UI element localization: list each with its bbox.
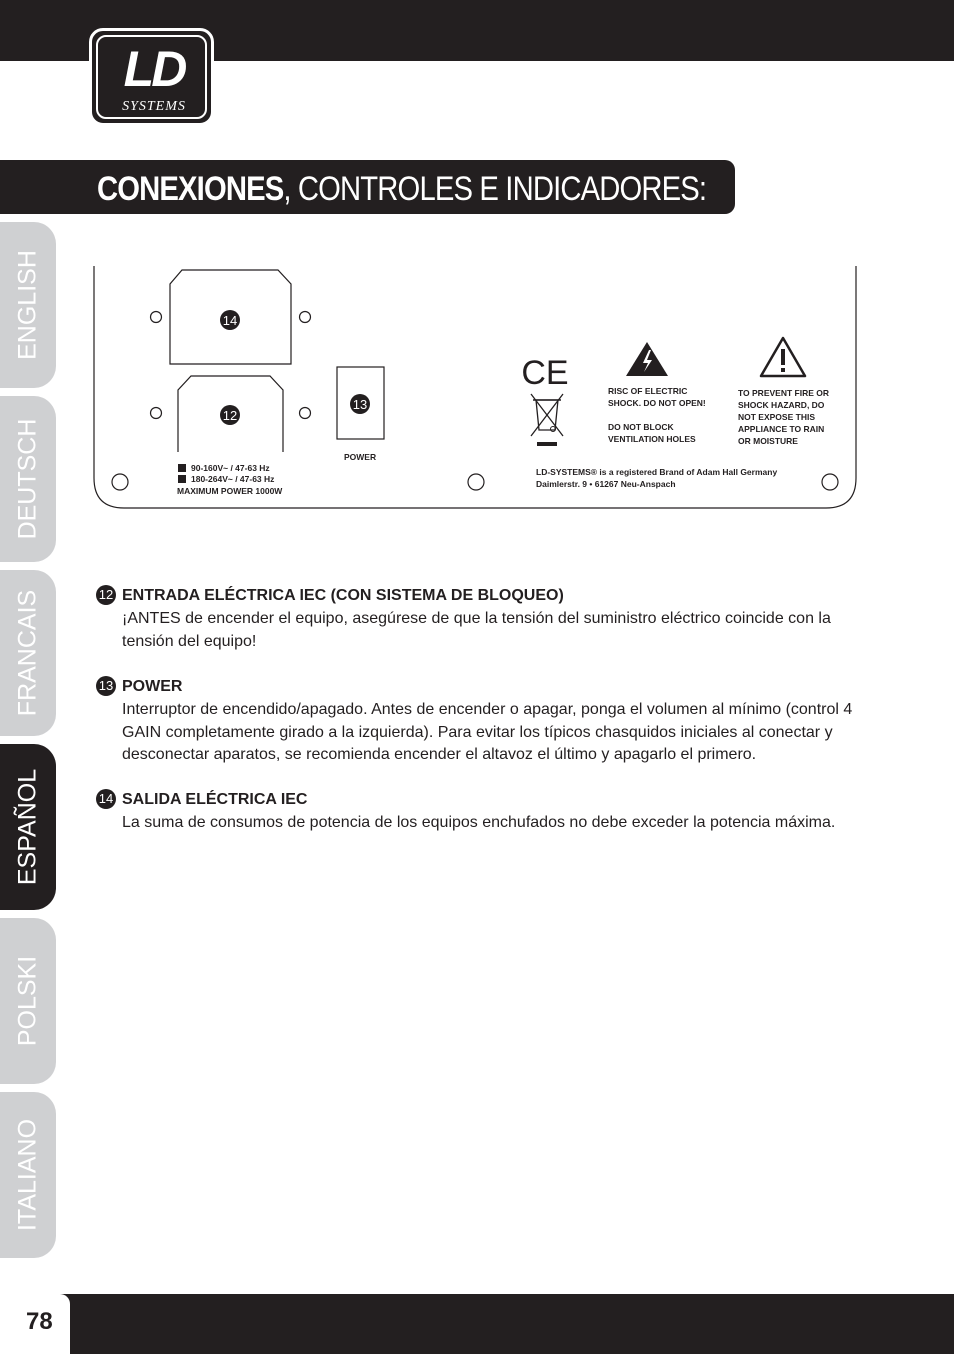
risk-warning-text: RISC OF ELECTRIC SHOCK. DO NOT OPEN! DO NOT BLOCK VENTILATION HOLES [608,386,706,444]
page-number: 78 [26,1308,53,1335]
item-description: ¡ANTES de encender el equipo, asegúrese de que la tensión del suministro eléctrico coincide con la tensión del equipo! [122,610,831,650]
section-title-rest: , CONTROLES E INDICADORES: [283,170,707,208]
item-description: Interruptor de encendido/apagado. Antes de encender o apagar, ponga el volumen al mínimo (control 4 GAIN completamente girado a la izquierda). Para evitar los típicos chasquidos iniciales al conectar y desconectar aparatos, se recomienda encender el altavoz el último y apagarlo el primero. [122,701,853,763]
logo-mark: LD [123,41,185,97]
tab-label: ITALIANO [13,1118,42,1232]
max-power-label: MAXIMUM POWER 1000W [177,486,283,496]
ce-mark: CE [521,354,569,392]
logo-frame [96,35,207,119]
caution-warning-icon [761,338,805,376]
callout-13-text: 13 [352,397,368,412]
brand-line-2: Daimlerstr. 9 • 61267 Neu-Anspach [536,479,676,489]
tab-espanol[interactable] [0,744,56,910]
callout-14-text: 14 [222,313,238,328]
weee-bin-icon [531,394,563,446]
tab-label: ENGLISH [13,250,42,360]
tab-english[interactable] [0,222,56,388]
ld-systems-logo [89,28,214,126]
item-description: La suma de consumos de potencia de los equipos enchufados no debe exceder la potencia máxima. [122,814,836,831]
tab-deutsch[interactable] [0,396,56,562]
voltage-checkbox-1 [178,464,186,472]
tab-polski[interactable] [0,918,56,1084]
voltage-checkbox-2 [178,475,186,483]
fire-warning-text: TO PREVENT FIRE OR SHOCK HAZARD, DO NOT EXPOSE THIS APPLIANCE TO RAIN OR MOISTURE [738,388,829,446]
item-heading: ENTRADA ELÉCTRICA IEC (CON SISTEMA DE BLOQUEO) [122,587,564,604]
tab-italiano[interactable] [0,1092,56,1258]
tab-label: ESPAÑOL [13,768,42,886]
logo-subtitle: SYSTEMS [122,99,186,114]
item-number-badge: 14 [96,789,116,809]
item-number-badge: 12 [96,585,116,605]
item-number-badge: 13 [96,676,116,696]
tab-label: DEUTSCH [13,418,42,540]
rear-panel-diagram [90,266,860,512]
power-switch-label: POWER [344,452,377,462]
section-title-bold: CONEXIONES [97,170,284,208]
section-title [97,167,706,211]
voltage-option-1: 90-160V~ / 47-63 Hz [191,463,270,473]
brand-line-1: LD-SYSTEMS® is a registered Brand of Adam Hall Germany [536,467,778,477]
bottom-bar [0,1294,954,1354]
electric-shock-warning-icon [626,342,668,376]
item-heading: POWER [122,678,183,695]
tab-francais[interactable] [0,570,56,736]
voltage-option-2: 180-264V~ / 47-63 Hz [191,474,275,484]
callout-12-text: 12 [222,408,238,423]
page-number-box [0,1294,70,1354]
item-heading: SALIDA ELÉCTRICA IEC [122,791,308,808]
tab-label: FRANCAIS [13,589,42,717]
tab-label: POLSKI [13,955,42,1047]
